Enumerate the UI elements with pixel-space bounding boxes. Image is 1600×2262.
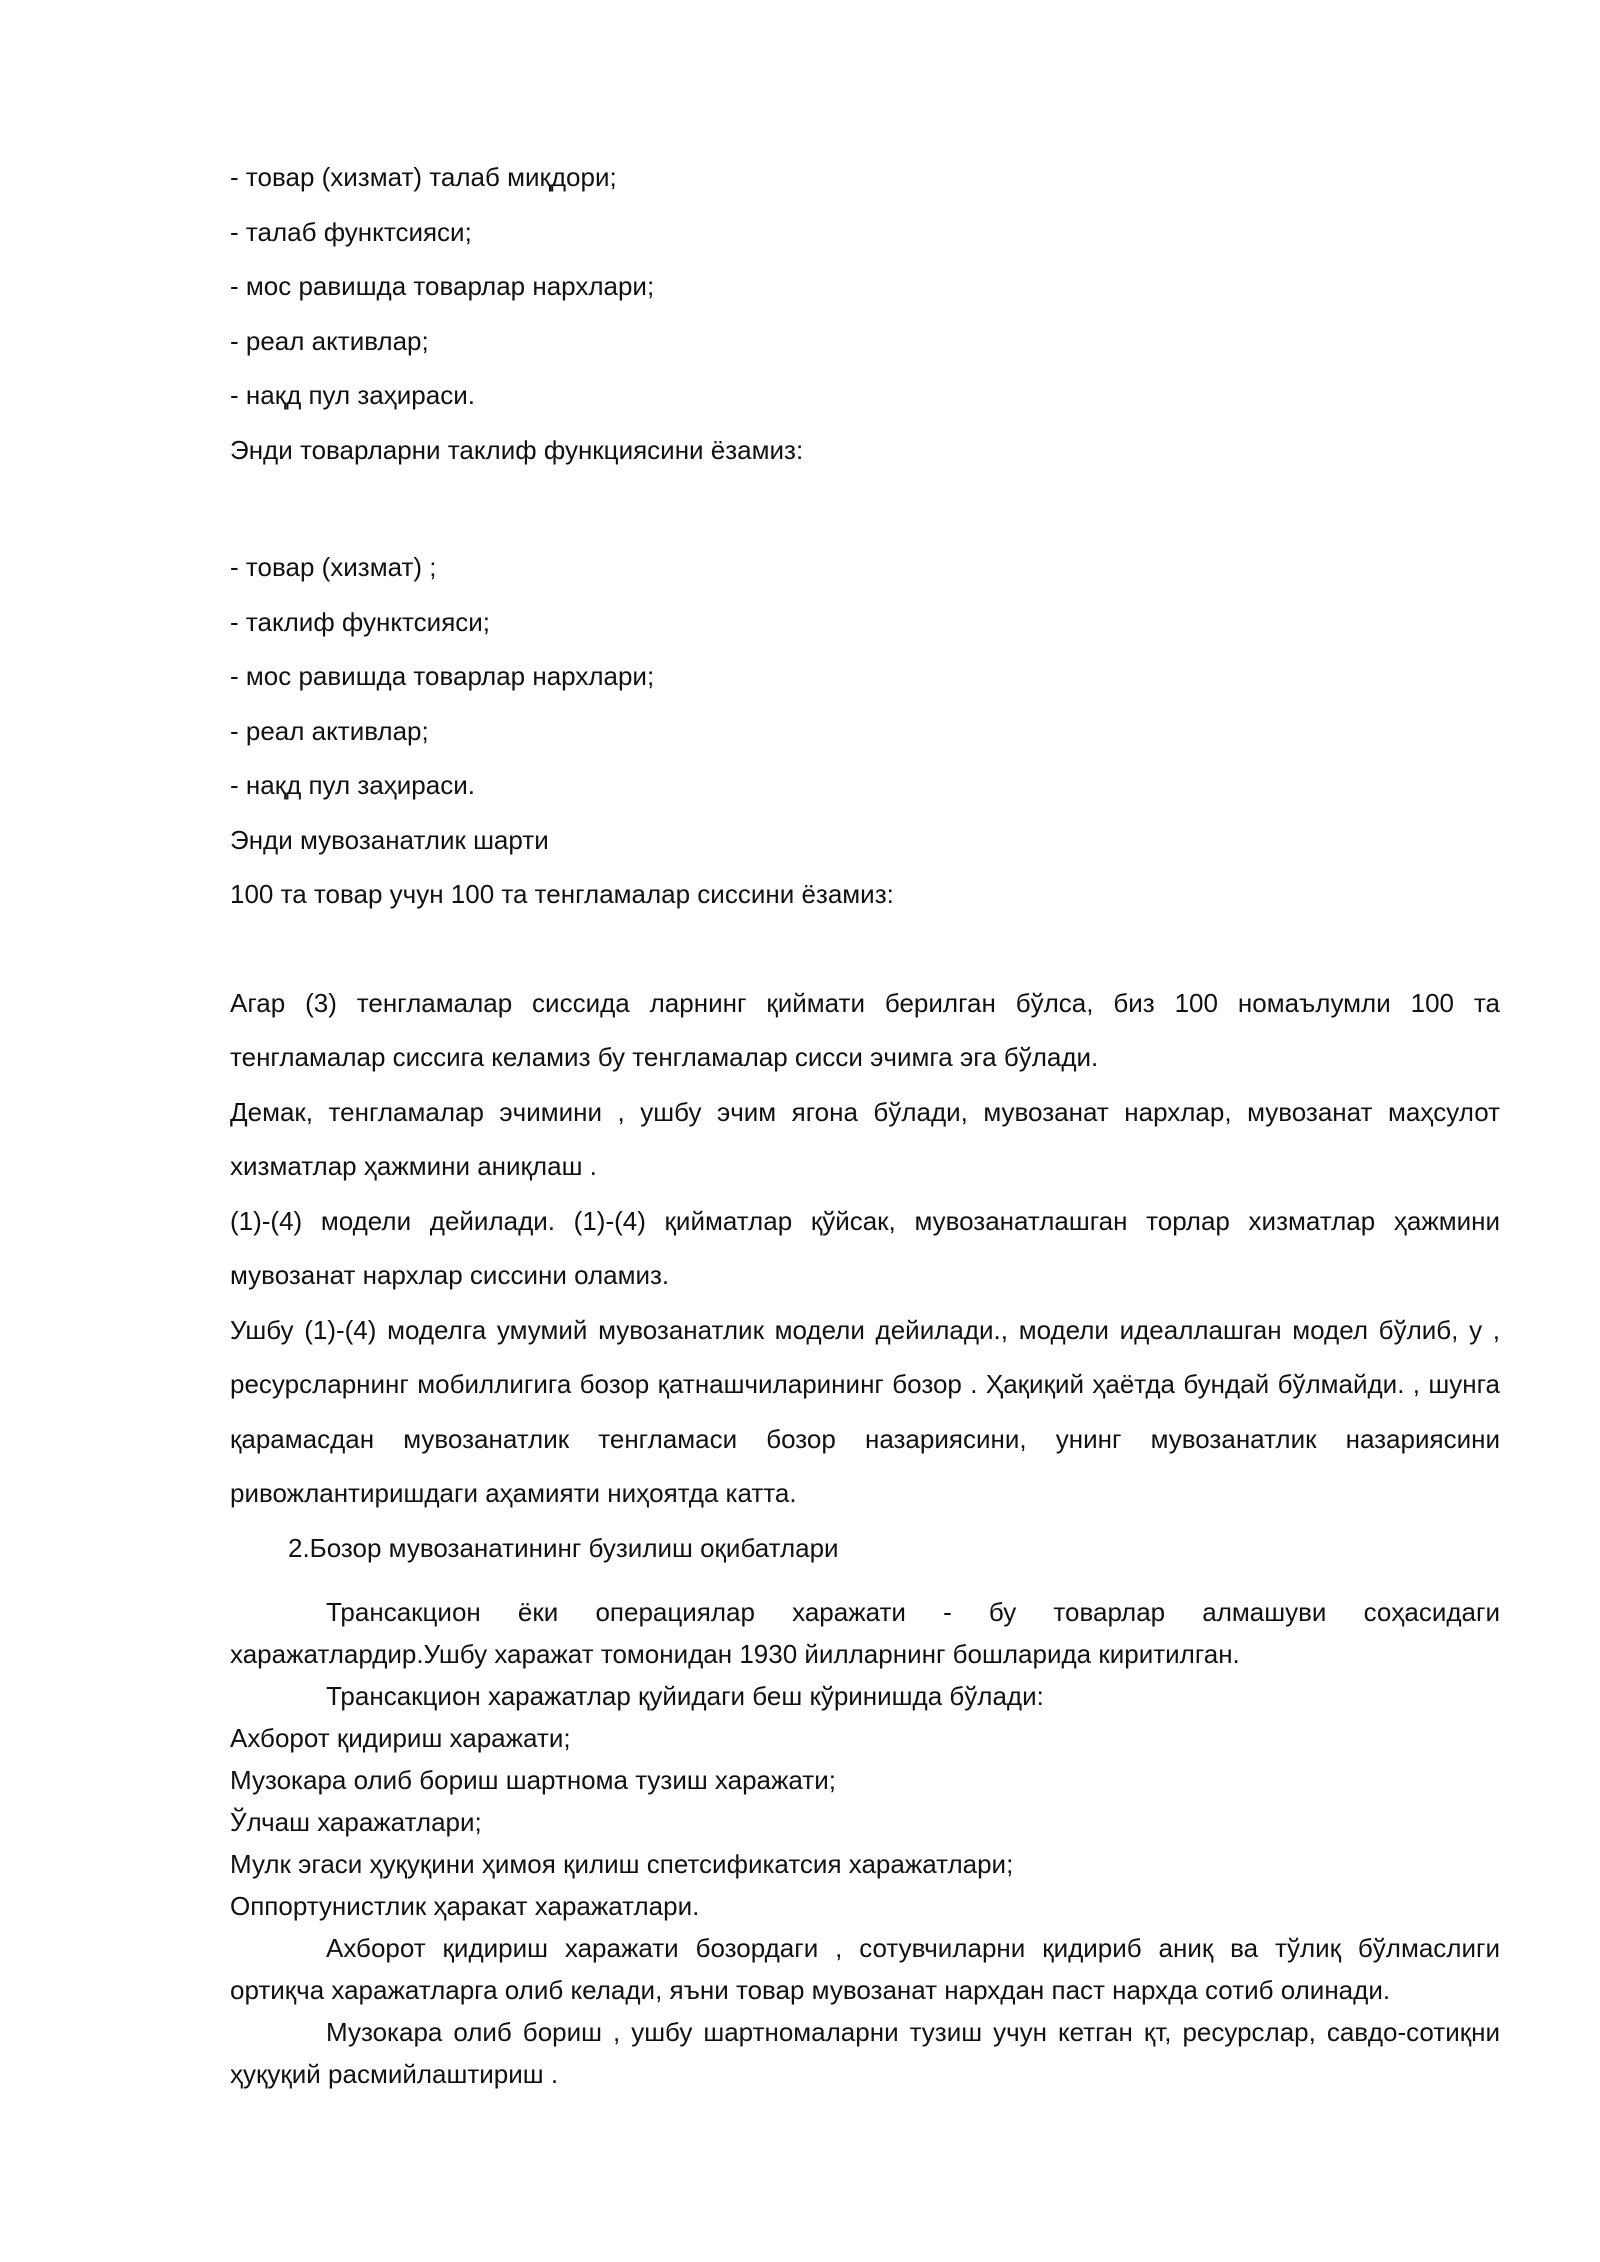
list-item: Мулк эгаси ҳуқуқини ҳимоя қилиш спетсификатсия харажатлари; bbox=[230, 1849, 1014, 1879]
list-item: - мос равишда товарлар нархлари; bbox=[230, 271, 655, 301]
section-equilibrium-model bbox=[230, 150, 1500, 1575]
list-item: Ўлчаш харажатлари; bbox=[230, 1807, 482, 1837]
section-transaction-costs bbox=[230, 1591, 1500, 2095]
blank-space bbox=[230, 922, 1500, 976]
list-item: Музокара олиб бориш шартнома тузиш харажати; bbox=[230, 1765, 836, 1795]
cost-types-list bbox=[230, 1717, 1500, 1927]
supply-intro: Энди товарларни таклиф функциясини ёзамиз: bbox=[230, 434, 804, 465]
demand-list bbox=[230, 150, 1500, 423]
paragraph: Ушбу (1)-(4) моделга умумий мувозанатлик модели дейилади., модели идеаллашган модел бўлиб, у , ресурсларнинг мобиллигига бозор қатнашчиларининг бозор . Ҳақиқий ҳаётда бундай бўлмайди. , шунга қарамасдан мувозанатлик тенгламаси бозор назариясини, унинг мувозанатлик назариясини ривожлантиришдаги аҳамияти ниҳоятда катта. bbox=[230, 1314, 1500, 1508]
list-item: - реал активлар; bbox=[230, 325, 429, 356]
equations-intro: 100 та товар учун 100 та тенгламалар сиссини ёзамиз: bbox=[230, 879, 894, 909]
list-item: - товар (хизмат) ; bbox=[230, 552, 437, 582]
list-item: - мос равишда товарлар нархлари; bbox=[230, 661, 655, 691]
paragraph: Агар (3) тенгламалар сиссида ларнинг қиймати берилган бўлса, биз 100 номаълумли 100 та тенгламалар сиссига келамиз бу тенгламалар сисси эчимга эга бўлади. bbox=[230, 987, 1500, 1072]
blank-space bbox=[230, 477, 1500, 540]
list-item: - нақд пул заҳираси. bbox=[230, 770, 475, 800]
list-item: - реал активлар; bbox=[230, 715, 429, 746]
list-item: - нақд пул заҳираси. bbox=[230, 380, 475, 410]
list-item: - таклиф функтсияси; bbox=[230, 606, 491, 637]
list-item: - товар (хизмат) талаб миқдори; bbox=[230, 162, 617, 192]
list-item: - талаб функтсияси; bbox=[230, 216, 472, 247]
paragraph: Трансакцион харажатлар қуйидаги беш кўринишда бўлади: bbox=[326, 1681, 1044, 1711]
paragraph: Музокара олиб бориш , ушбу шартномаларни тузиш учун кетган қт, ресурслар, савдо-сотиқни ҳуқуқий расмийлаштириш . bbox=[230, 2017, 1500, 2089]
paragraph: Ахборот қидириш харажати бозордаги , сотувчиларни қидириб аниқ ва тўлиқ бўлмаслиги ортиқча харажатларга олиб келади, яъни товар мувозанат нархдан паст нархда сотиб олинади. bbox=[230, 1933, 1500, 2005]
paragraph: Демак, тенгламалар эчимини , ушбу эчим ягона бўлади, мувозанат нархлар, мувозанат маҳсулот хизматлар ҳажмини аниқлаш . bbox=[230, 1096, 1500, 1181]
list-item: Оппортунистлик ҳаракат харажатлари. bbox=[230, 1891, 700, 1921]
section-heading: 2.Бозор мувозанатининг бузилиш оқибатлари bbox=[288, 1532, 839, 1563]
equilibrium-condition: Энди мувозанатлик шарти bbox=[230, 824, 549, 855]
paragraph: Трансакцион ёки операциялар харажати - бу товарлар алмашуви соҳасидаги харажатлардир.Ушбу харажат томонидан 1930 йилларнинг бошларида киритилган. bbox=[230, 1597, 1500, 1669]
supply-list bbox=[230, 540, 1500, 813]
paragraph: (1)-(4) модели дейилади. (1)-(4) қийматлар қўйсак, мувозанатлашган торлар хизматлар ҳажмини мувозанат нархлар сиссини оламиз. bbox=[230, 1205, 1500, 1290]
list-item: Ахборот қидириш харажати; bbox=[230, 1723, 571, 1753]
